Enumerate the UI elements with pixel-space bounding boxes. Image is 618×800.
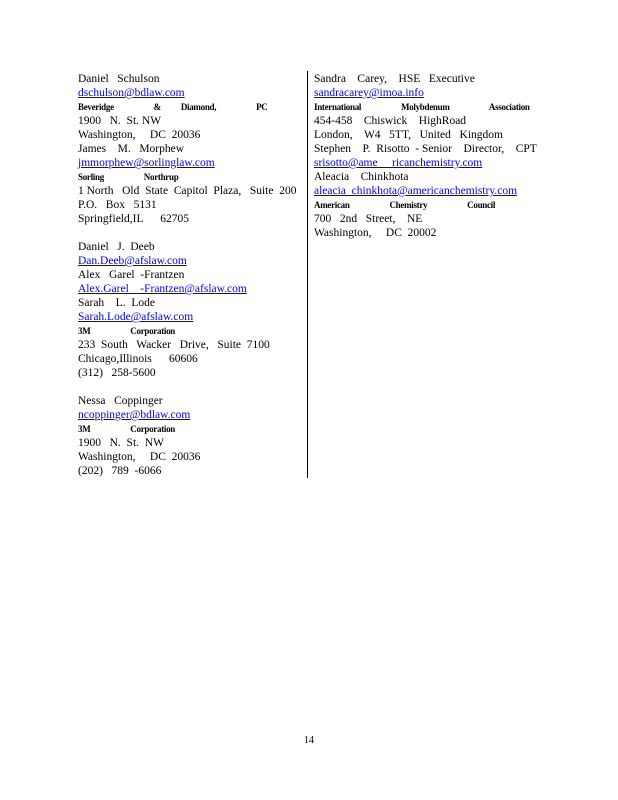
contact-organization: International Molybdenum Association — [314, 102, 530, 112]
contact-name: Sandra Carey, HSE Executive — [314, 73, 475, 85]
contact-address: Washington, DC 20002 — [314, 227, 437, 239]
contact-email-link[interactable]: Dan.Deeb@afslaw.com — [78, 255, 187, 267]
contact-name: Sarah L. Lode — [78, 297, 155, 309]
page-number: 14 — [304, 735, 314, 746]
contact-name: James M. Morphew — [78, 143, 185, 155]
contact-address: Washington, DC 20036 — [78, 129, 201, 141]
contact-address: 1 North Old State Capitol Plaza, Suite 200 — [78, 185, 297, 197]
contact-phone: (312) 258-5600 — [78, 367, 156, 379]
contact-address: 700 2nd Street, NE — [314, 213, 423, 225]
contact-email-link[interactable]: srisotto@ame ricanchemistry.com — [314, 157, 483, 169]
contact-name: Aleacia Chinkhota — [314, 171, 409, 183]
contact-email-link[interactable]: dschulson@bdlaw.com — [78, 87, 185, 99]
contact-address: Chicago,Illinois 60606 — [78, 353, 198, 365]
contact-address: 1900 N. St. NW — [78, 115, 162, 127]
contact-organization: American Chemistry Council — [314, 200, 496, 210]
spacer — [78, 226, 300, 240]
contact-address: Springfield,IL 62705 — [78, 213, 190, 225]
contact-email-link[interactable]: aleacia_chinkhota@americanchemistry.com — [314, 185, 518, 197]
contact-name: Daniel Schulson — [78, 73, 160, 85]
right-column — [314, 72, 544, 240]
contact-address: Washington, DC 20036 — [78, 451, 201, 463]
left-column — [78, 72, 300, 478]
contact-name: Nessa Coppinger — [78, 395, 163, 407]
contact-email-link[interactable]: sandracarey@imoa.info — [314, 87, 424, 99]
contact-name: Alex Garel -Frantzen — [78, 269, 185, 281]
column-divider — [307, 71, 308, 478]
contact-organization: Sorling Northrup — [78, 172, 179, 182]
contact-address: 1900 N. St. NW — [78, 437, 164, 449]
contact-name: Stephen P. Risotto - Senior Director, CPT — [314, 143, 537, 155]
contact-email-link[interactable]: Sarah.Lode@afslaw.com — [78, 311, 194, 323]
contact-organization: 3M Corporation — [78, 424, 175, 434]
contact-email-link[interactable]: ncoppinger@bdlaw.com — [78, 409, 191, 421]
contact-organization: Beveridge & Diamond, PC — [78, 102, 268, 112]
contact-email-link[interactable]: Alex.Garel -Frantzen@afslaw.com — [78, 283, 247, 295]
contact-address: 233 South Wacker Drive, Suite 7100 — [78, 339, 270, 351]
contact-address: 454-458 Chiswick HighRoad — [314, 115, 467, 127]
contact-email-link[interactable]: jmmorphew@sorlinglaw.com — [78, 157, 215, 169]
contact-organization: 3M Corporation — [78, 326, 175, 336]
contact-phone: (202) 789 -6066 — [78, 465, 162, 477]
contact-address: London, W4 5TT, United Kingdom — [314, 129, 503, 141]
contact-address: P.O. Box 5131 — [78, 199, 157, 211]
contact-name: Daniel J. Deeb — [78, 241, 155, 253]
spacer — [78, 380, 300, 394]
